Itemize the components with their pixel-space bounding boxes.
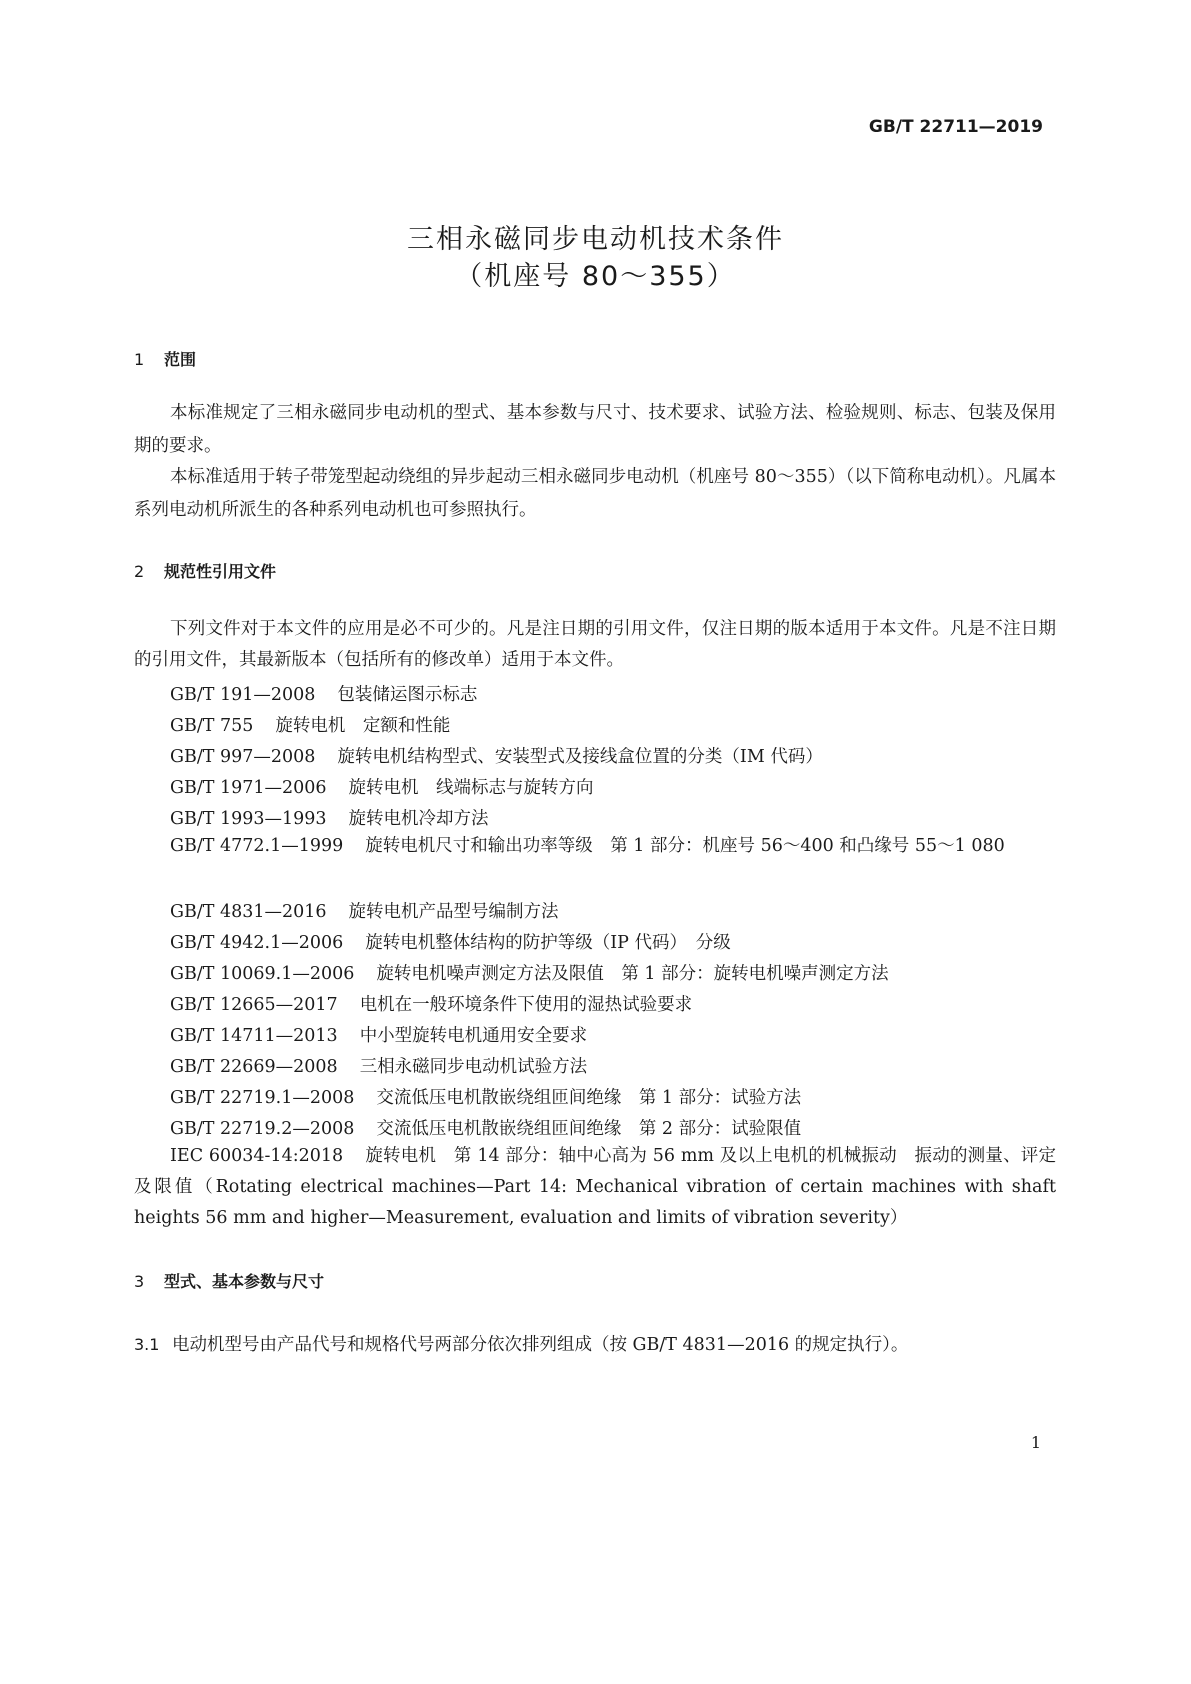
reference-title: 旋转电机 第 14 部分：轴中心高为 56 mm 及以上电机的机械振动 振动的测量、评定及限值（Rotating electrical machines—Part 14: Mechanical vibration of certain machines with shaft heights 56 mm and higher—Measurement, evaluation and limits of vibration severity） [134, 1146, 1056, 1228]
reference-item [170, 712, 450, 737]
clause-3-1 [134, 1331, 908, 1356]
reference-code: GB/T 755 [170, 716, 254, 736]
reference-code: GB/T 4772.1—1999 [170, 836, 344, 856]
reference-item [170, 1053, 587, 1078]
reference-code: GB/T 22719.1—2008 [170, 1088, 355, 1108]
reference-code: GB/T 4942.1—2006 [170, 933, 344, 953]
reference-item [134, 1141, 1056, 1234]
reference-item [170, 991, 692, 1016]
reference-code: GB/T 10069.1—2006 [170, 964, 355, 984]
section-2-intro: 下列文件对于本文件的应用是必不可少的。凡是注日期的引用文件，仅注日期的版本适用于本文件。凡是不注日期的引用文件，其最新版本（包括所有的修改单）适用于本文件。 [134, 619, 1056, 670]
reference-code: IEC 60034-14:2018 [170, 1146, 344, 1166]
clause-number: 3.1 [134, 1335, 160, 1354]
section-number: 3 [134, 1272, 145, 1291]
reference-title: 旋转电机 线端标志与旋转方向 [348, 778, 594, 798]
reference-code: GB/T 12665—2017 [170, 995, 338, 1015]
reference-title: 旋转电机尺寸和输出功率等级 第 1 部分：机座号 56～400 和凸缘号 55～1 080 [365, 836, 1005, 856]
clause-text: 电动机型号由产品代号和规格代号两部分依次排列组成（按 GB/T 4831—2016 的规定执行）。 [172, 1335, 909, 1355]
reference-item [170, 1084, 801, 1109]
reference-code: GB/T 4831—2016 [170, 902, 327, 922]
section-1-paragraph: 本标准适用于转子带笼型起动绕组的异步起动三相永磁同步电动机（机座号 80～355）（以下简称电动机）。凡属本系列电动机所派生的各种系列电动机也可参照执行。 [134, 467, 1056, 520]
section-1-heading [134, 347, 196, 370]
page-number: 1 [1030, 1433, 1041, 1452]
reference-title: 旋转电机结构型式、安装型式及接线盒位置的分类（IM 代码） [337, 747, 823, 767]
reference-title: 交流低压电机散嵌绕组匝间绝缘 第 1 部分：试验方法 [376, 1088, 802, 1108]
reference-title: 旋转电机产品型号编制方法 [348, 902, 559, 922]
reference-title: 交流低压电机散嵌绕组匝间绝缘 第 2 部分：试验限值 [376, 1119, 802, 1139]
reference-title: 旋转电机噪声测定方法及限值 第 1 部分：旋转电机噪声测定方法 [376, 964, 889, 984]
reference-code: GB/T 997—2008 [170, 747, 316, 767]
section-title: 型式、基本参数与尺寸 [164, 1272, 325, 1291]
reference-item [170, 1022, 587, 1047]
section-number: 1 [134, 350, 145, 369]
section-number: 2 [134, 562, 145, 581]
reference-item [170, 960, 889, 985]
reference-item [170, 1115, 801, 1140]
section-title: 规范性引用文件 [164, 562, 277, 581]
section-2-heading [134, 559, 276, 582]
document-title: 三相永磁同步电动机技术条件 [407, 224, 784, 255]
reference-code: GB/T 14711—2013 [170, 1026, 338, 1046]
reference-title: 旋转电机 定额和性能 [275, 716, 451, 736]
reference-code: GB/T 191—2008 [170, 685, 316, 705]
reference-item [170, 805, 489, 830]
section-1-paragraph: 本标准规定了三相永磁同步电动机的型式、基本参数与尺寸、技术要求、试验方法、检验规则、标志、包装及保用期的要求。 [134, 403, 1056, 456]
reference-item [170, 774, 594, 799]
standard-number: GB/T 22711—2019 [868, 117, 1043, 137]
reference-code: GB/T 1993—1993 [170, 809, 327, 829]
document-subtitle: （机座号 80～355） [455, 261, 736, 292]
reference-title: 包装储运图示标志 [337, 685, 478, 705]
reference-code: GB/T 22719.2—2008 [170, 1119, 355, 1139]
section-title: 范围 [164, 350, 197, 369]
reference-item [170, 898, 559, 923]
reference-item [170, 681, 477, 706]
reference-title: 旋转电机整体结构的防护等级（IP 代码） 分级 [365, 933, 731, 953]
reference-title: 中小型旋转电机通用安全要求 [359, 1026, 588, 1046]
reference-item [134, 831, 1056, 862]
reference-title: 旋转电机冷却方法 [348, 809, 489, 829]
section-3-heading [134, 1269, 324, 1292]
reference-title: 电机在一般环境条件下使用的湿热试验要求 [359, 995, 693, 1015]
reference-code: GB/T 1971—2006 [170, 778, 327, 798]
reference-item [170, 743, 823, 768]
reference-title: 三相永磁同步电动机试验方法 [359, 1057, 588, 1077]
reference-code: GB/T 22669—2008 [170, 1057, 338, 1077]
reference-item [170, 929, 731, 954]
